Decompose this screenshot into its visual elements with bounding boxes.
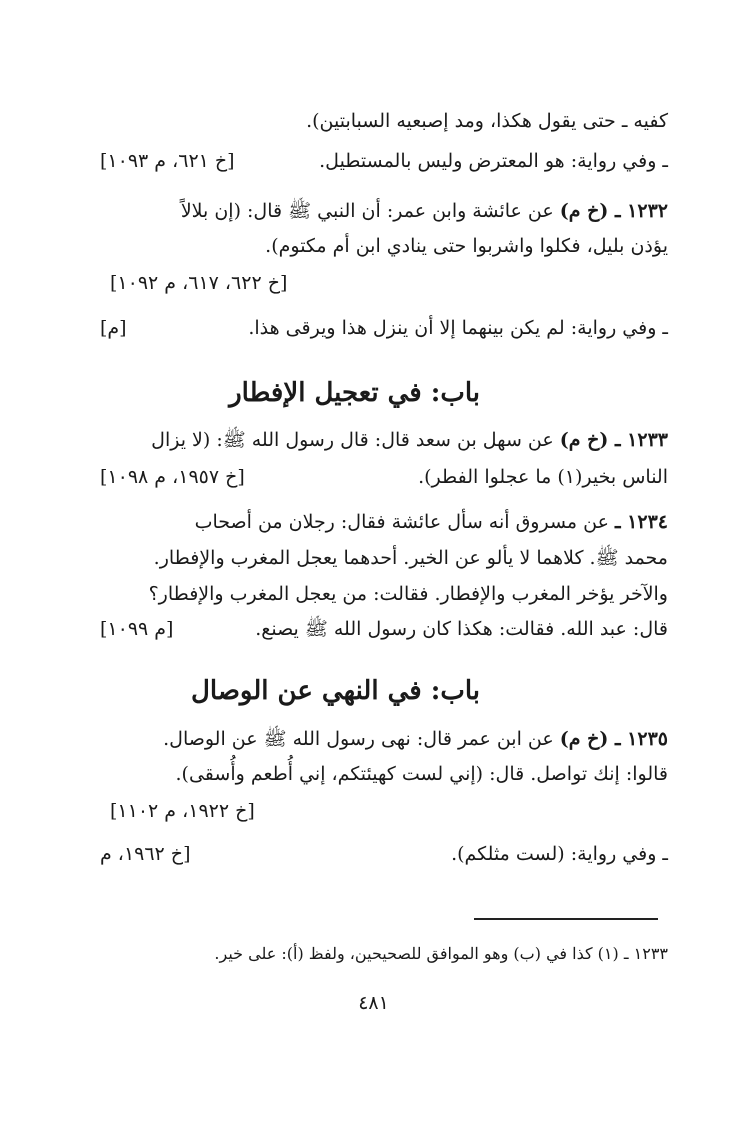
hadith-1232-line (100, 200, 668, 224)
text-line-with-reference (100, 843, 668, 867)
hadith-1235-line (100, 728, 668, 752)
text-line-with-reference (100, 150, 668, 174)
hadith-text: عن ابن عمر قال: نهى رسول الله ﷺ عن الوصال. (163, 728, 560, 750)
text-line: يؤذن بليل، فكلوا واشربوا حتى ينادي ابن أم مكتوم). (265, 235, 668, 257)
source-reference: [م] (100, 317, 127, 339)
hadith-number: ١٢٣٢ ـ (خ م) (559, 200, 668, 222)
text-line: محمد ﷺ. كلاهما لا يألو عن الخير. أحدهما يعجل المغرب والإفطار. (153, 547, 668, 569)
hadith-1233-line (100, 429, 668, 453)
hadith-number: ١٢٣٥ ـ (خ م) (559, 728, 668, 750)
hadith-number: ١٢٣٤ ـ (614, 511, 668, 533)
page-number: ٤٨١ (358, 992, 389, 1014)
source-reference: [م ١٠٩٩] (100, 618, 174, 640)
text-line: والآخر يؤخر المغرب والإفطار. فقالت: من يعجل المغرب والإفطار؟ (148, 583, 668, 605)
narration-text: ـ وفي رواية: هو المعترض وليس بالمستطيل. (319, 150, 668, 172)
chapter-heading: باب: في تعجيل الإفطار (229, 378, 480, 408)
source-reference: [خ ٦٢٢، ٦١٧، م ١٠٩٢] (110, 272, 288, 294)
text-line: كفيه ـ حتى يقول هكذا، ومد إصبعيه السبابتين). (306, 110, 668, 132)
narration-text: قال: عبد الله. فقالت: هكذا كان رسول الله ﷺ يصنع. (255, 618, 668, 640)
hadith-text: عن مسروق أنه سأل عائشة فقال: رجلان من أصحاب (194, 511, 615, 533)
text-line-with-reference (100, 618, 668, 642)
narration-text: ـ وفي رواية: لم يكن بينهما إلا أن ينزل هذا ويرقى هذا. (248, 317, 668, 339)
source-reference: [خ ١٩٢٢، م ١١٠٢] (110, 800, 255, 822)
hadith-text: عن سهل بن سعد قال: قال رسول الله ﷺ: (لا يزال (151, 429, 560, 451)
text-line-with-reference (100, 317, 668, 341)
source-reference: [خ ١٩٦٢، م (100, 843, 191, 865)
footnote-divider (474, 918, 658, 920)
hadith-1234-line (100, 511, 668, 535)
hadith-number: ١٢٣٣ ـ (خ م) (559, 429, 668, 451)
text-line: قالوا: إنك تواصل. قال: (إني لست كهيئتكم، إني أُطعم وأُسقى). (175, 763, 668, 785)
source-reference: [خ ١٩٥٧، م ١٠٩٨] (100, 466, 245, 488)
source-reference: [خ ٦٢١، م ١٠٩٣] (100, 150, 235, 172)
hadith-text: عن عائشة وابن عمر: أن النبي ﷺ قال: (إن بلالاً (180, 200, 560, 222)
footnote: ١٢٣٣ ـ (١) كذا في (ب) وهو الموافق للصحيحين، ولفظ (أ): على خير. (214, 944, 668, 963)
narration-text: الناس بخير(١) ما عجلوا الفطر). (418, 466, 668, 488)
chapter-heading: باب: في النهي عن الوصال (191, 676, 480, 706)
narration-text: ـ وفي رواية: (لست مثلكم). (451, 843, 668, 865)
text-line-with-reference (100, 466, 668, 490)
